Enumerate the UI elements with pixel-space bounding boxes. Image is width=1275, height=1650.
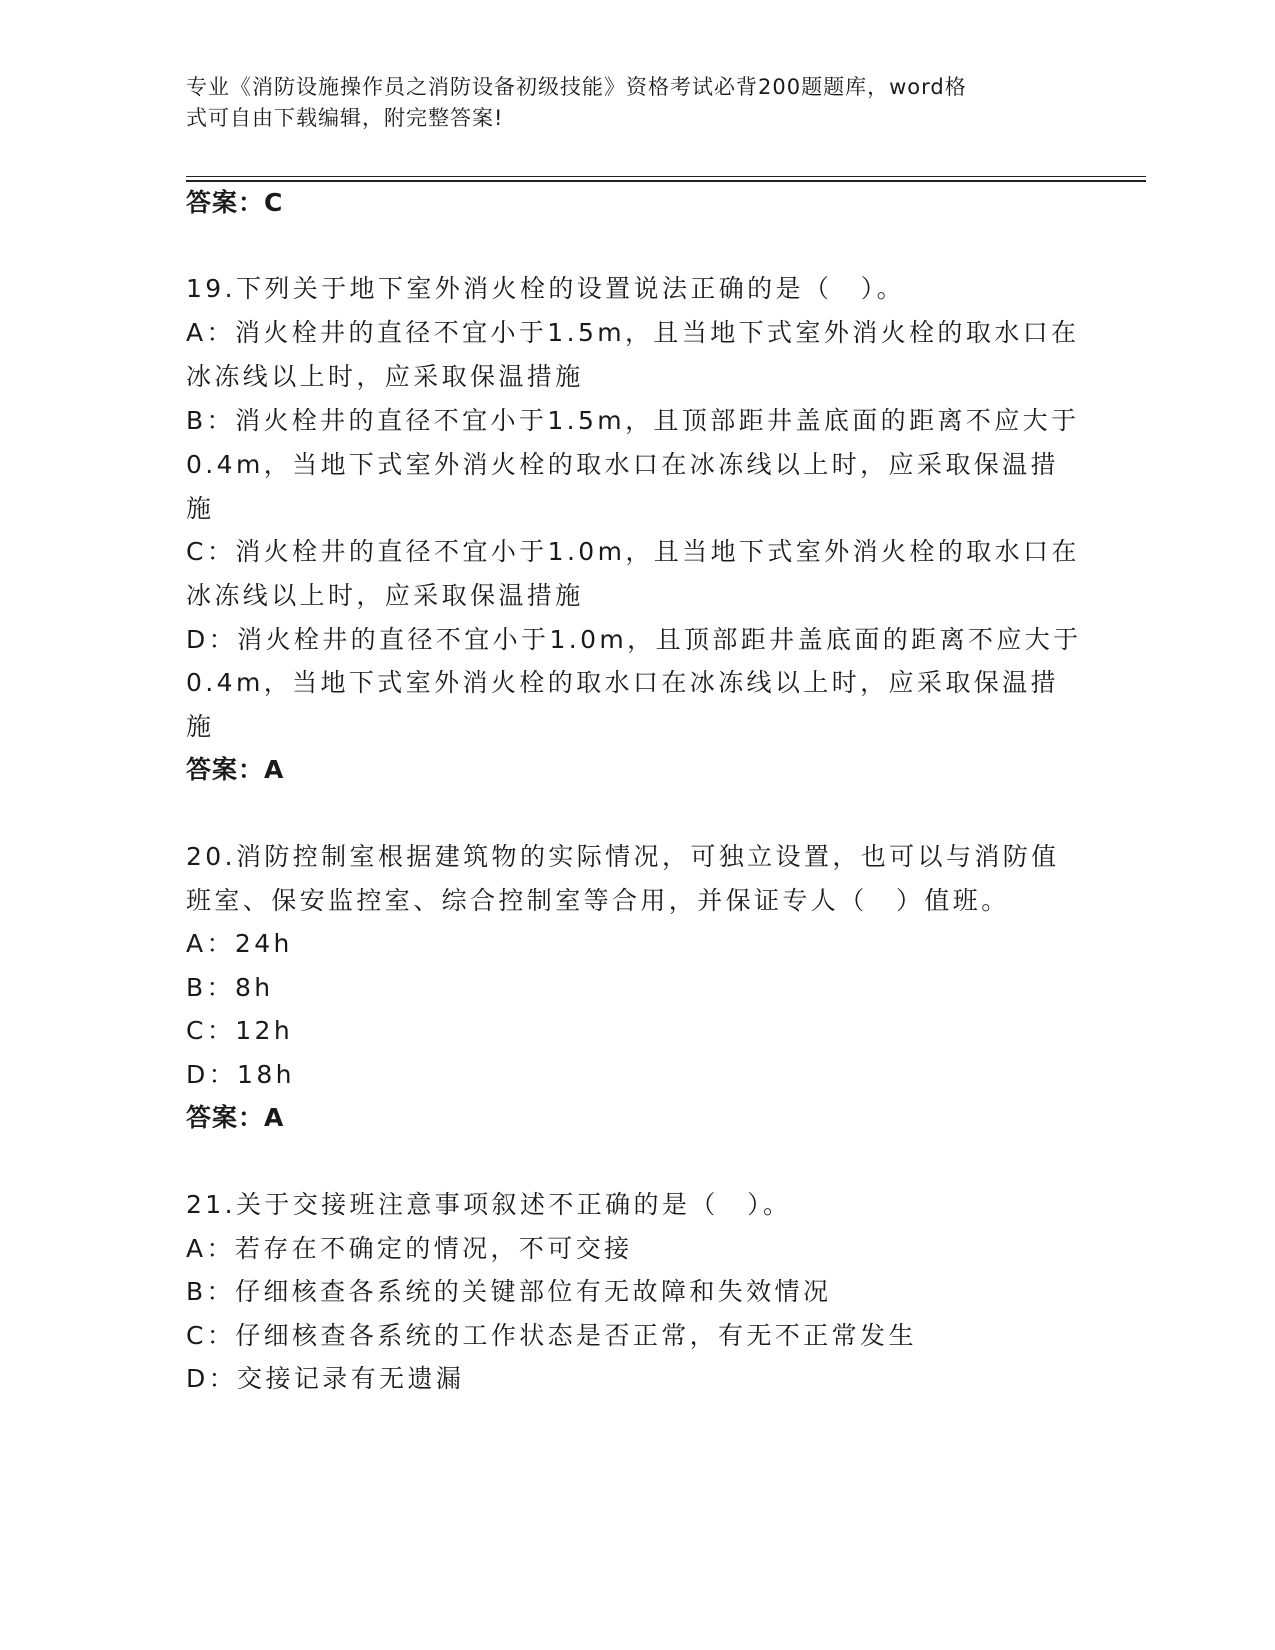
header-line-1: 专业《消防设施操作员之消防设备初级技能》资格考试必背200题题库，word格 (186, 75, 967, 99)
q19-option-b-line1: B：消火栓井的直径不宜小于1.5m，且顶部距井盖底面的距离不应大于 (186, 406, 1080, 435)
q19-option-c-line2: 冰冻线以上时，应采取保温措施 (186, 581, 584, 610)
q20-option-b: B：8h (186, 973, 274, 1002)
q19-option-a-line1: A：消火栓井的直径不宜小于1.5m，且当地下式室外消火栓的取水口在 (186, 318, 1080, 347)
q19-question: 19.下列关于地下室外消火栓的设置说法正确的是（ ）。 (186, 274, 906, 303)
q21-option-d: D：交接记录有无遗漏 (186, 1364, 465, 1393)
q19-option-b-line2: 0.4m，当地下式室外消火栓的取水口在冰冻线以上时，应采取保温措 (186, 450, 1059, 479)
q20-option-c: C：12h (186, 1016, 294, 1045)
answer-18: 答案：C (186, 188, 284, 217)
q20-question-line2: 班室、保安监控室、综合控制室等合用，并保证专人（ ）值班。 (186, 886, 1010, 915)
q19-option-c-line1: C：消火栓井的直径不宜小于1.0m，且当地下式室外消火栓的取水口在 (186, 537, 1080, 566)
q19-option-d-line2: 0.4m，当地下式室外消火栓的取水口在冰冻线以上时，应采取保温措 (186, 668, 1059, 697)
q19-option-a-line2: 冰冻线以上时，应采取保温措施 (186, 362, 584, 391)
q20-option-a: A：24h (186, 929, 293, 958)
q20-option-d: D：18h (186, 1060, 295, 1089)
q19-option-d-line1: D：消火栓井的直径不宜小于1.0m，且顶部距井盖底面的距离不应大于 (186, 625, 1082, 654)
q21-question: 21.关于交接班注意事项叙述不正确的是（ ）。 (186, 1190, 792, 1219)
q21-option-c: C：仔细核查各系统的工作状态是否正常，有无不正常发生 (186, 1321, 917, 1350)
q19-option-b-line3: 施 (186, 494, 215, 523)
header-line-2: 式可自由下载编辑，附完整答案! (186, 106, 504, 130)
q21-option-b: B：仔细核查各系统的关键部位有无故障和失效情况 (186, 1277, 832, 1306)
q20-answer: 答案：A (186, 1103, 285, 1132)
q19-option-d-line3: 施 (186, 712, 215, 741)
q21-option-a: A：若存在不确定的情况，不可交接 (186, 1234, 633, 1263)
document-header (186, 72, 1066, 134)
header-divider-thick (186, 180, 1146, 182)
q20-question-line1: 20.消防控制室根据建筑物的实际情况，可独立设置，也可以与消防值 (186, 842, 1060, 871)
q19-answer: 答案：A (186, 755, 285, 784)
header-divider-thin (186, 176, 1146, 177)
